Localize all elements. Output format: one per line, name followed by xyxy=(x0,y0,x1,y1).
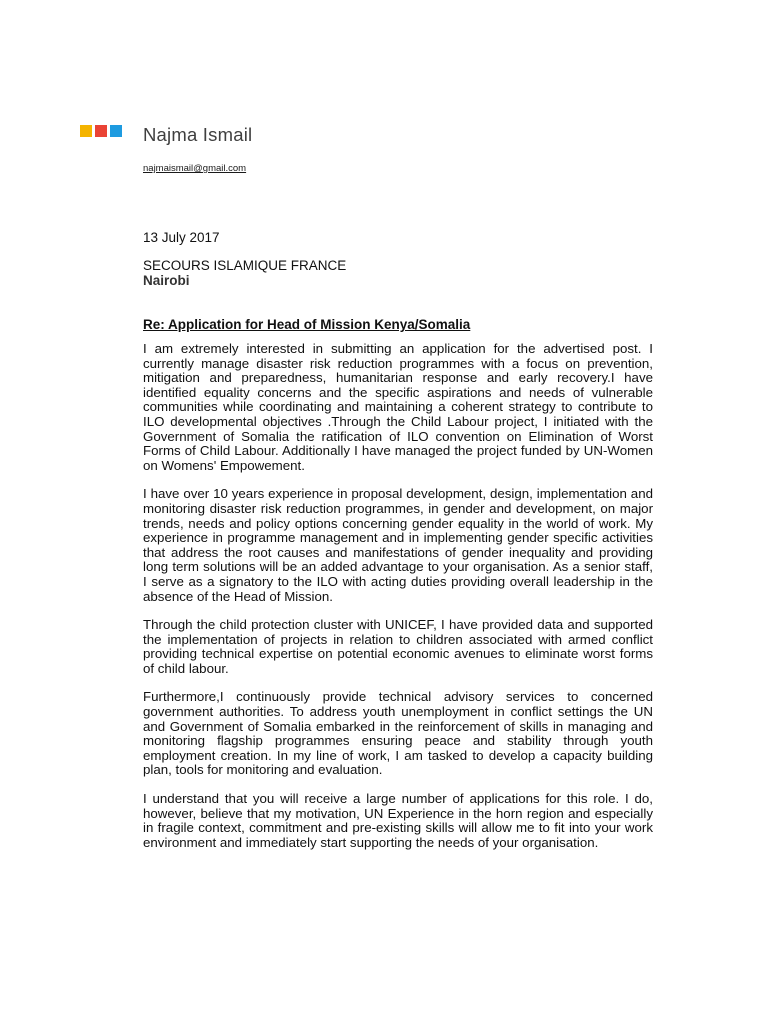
body-paragraph: Furthermore,I continuously provide technical advisory services to concerned government authorities. To address youth unemployment in conflict settings the UN and Government of Somalia embarked in the reinforcement of skills in managing and monitoring flagship programmes ensuring peace and stability through youth employment creation. In my line of work, I am tasked to develop a capacity building plan, tools for monitoring and evaluation. xyxy=(143,689,653,778)
logo-square-yellow xyxy=(80,125,92,137)
body-paragraph: Through the child protection cluster with UNICEF, I have provided data and supported the implementation of projects in relation to children associated with armed conflict providing technical expertise on potential economic avenues to eliminate worst forms of child labour. xyxy=(143,617,653,676)
body-paragraph: I understand that you will receive a large number of applications for this role. I do, however, believe that my motivation, UN Experience in the horn region and especially in fragile context, commitment and pre-existing skills will allow me to fit into your work environment and immediately start supporting the needs of your organisation. xyxy=(143,791,653,850)
logo-square-red xyxy=(95,125,107,137)
sender-email-link[interactable]: najmaismail@gmail.com xyxy=(143,163,247,174)
letter-date: 13 July 2017 xyxy=(143,230,220,245)
sender-name: Najma Ismail xyxy=(143,124,253,145)
letter-subject: Re: Application for Head of Mission Kenya/Somalia xyxy=(143,317,471,332)
logo-square-blue xyxy=(110,125,122,137)
body-paragraph: I am extremely interested in submitting an application for the advertised post. I currently manage disaster risk reduction programmes with a focus on prevention, mitigation and preparedness, humanitarian response and early recovery.I have identified equality concerns and the specific aspirations and needs of vulnerable communities while coordinating and maintaining a coherent strategy to contribute to ILO developmental objectives .Through the Child Labour project, I initiated with the Government of Somalia the ratification of ILO convention on Elimination of Worst Forms of Child Labour. Additionally I have managed the project funded by UN-Women on Womens' Empowement. xyxy=(143,341,653,473)
letter-body xyxy=(143,342,653,864)
body-paragraph: I have over 10 years experience in proposal development, design, implementation and monitoring disaster risk reduction programmes, in gender and development, on major trends, needs and policy options concerning gender equality in the world of work. My experience in programme management and in implementing gender specific activities that address the root causes and manifestations of gender inequality and providing long term solutions will be an added advantage to your organisation. As a senior staff, I serve as a signatory to the ILO with acting duties providing overall leadership in the absence of the Head of Mission. xyxy=(143,486,653,604)
recipient-city: Nairobi xyxy=(143,273,190,288)
recipient-organization: SECOURS ISLAMIQUE FRANCE xyxy=(143,258,347,273)
logo xyxy=(80,125,122,137)
